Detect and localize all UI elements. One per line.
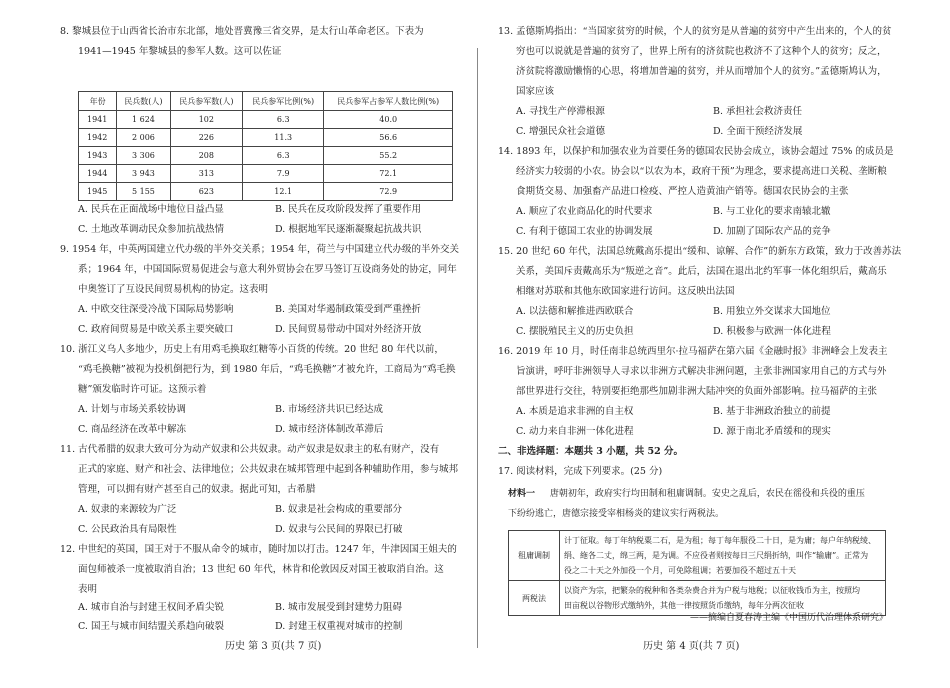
- q15-option-d: D. 积极参与欧洲一体化进程: [713, 326, 831, 337]
- material-source: ——摘编自夏春涛主编《中国历代治理体系研究》: [689, 613, 888, 623]
- tax-system-name: 两税法: [509, 581, 560, 616]
- q10-stem-line2: “鸡毛换糖”被视为投机倒把行为，到 1980 年后，“鸡毛换糖”才被允许，工商局为“鸡毛换: [78, 364, 456, 375]
- tax-system-desc: [560, 531, 886, 581]
- q10-stem-line3: 糖”颁发临时许可证。这预示着: [78, 384, 207, 395]
- q9-option-d: D. 民间贸易带动中国对外经济开放: [275, 324, 422, 335]
- cell: 3 943: [117, 165, 170, 183]
- q15-option-a: A. 以法德和解推进西欧联合: [516, 306, 634, 317]
- q10-option-b: B. 市场经济共识已经达成: [275, 404, 384, 415]
- cell: 208: [170, 147, 242, 165]
- cell: 6.3: [243, 147, 324, 165]
- q11-option-b: B. 奴隶是社会构成的重要部分: [275, 504, 403, 515]
- q9-option-b: B. 美国对华遏制政策受到严重挫折: [275, 304, 422, 315]
- q13-stem-line2: 穷也可以说就是普遍的贫穷了，世界上所有的济贫院也救济不了这种个人的贫穷；反之，: [516, 46, 887, 57]
- q12-option-a: A. 城市自治与封建王权间矛盾尖锐: [78, 602, 224, 613]
- table-row: [79, 165, 453, 183]
- cell: 1944: [79, 165, 117, 183]
- q14-stem-line1: 14. 1893 年，以保护和加强农业为首要任务的德国农民协会成立，该协会超过 75% 的成员是: [498, 146, 894, 157]
- q13-option-c: C. 增强民众社会道德: [516, 126, 605, 137]
- cell: 226: [170, 129, 242, 147]
- desc-line: 以资产为宗，把繁杂的税种和各类杂费合并为户税与地税；以征收钱币为主，按照均: [564, 586, 860, 595]
- page-footer-right: 历史 第 4 页(共 7 页): [643, 641, 740, 652]
- page-3-column: [60, 0, 460, 688]
- cell: 12.1: [243, 183, 324, 201]
- q11-option-c: C. 公民政治具有局限性: [78, 524, 177, 535]
- page-footer-left: 历史 第 3 页(共 7 页): [225, 641, 322, 652]
- q12-option-d: D. 封建王权重视对城市的控制: [275, 621, 403, 632]
- material-one: [508, 484, 865, 504]
- cell: 5 155: [117, 183, 170, 201]
- material-label: 材料一: [508, 489, 536, 499]
- q13-stem-line1: 13. 孟德斯鸠指出：“当国家贫穷的时候，个人的贫穷是从普遍的贫穷中产生出来的，个人的贫: [498, 26, 892, 37]
- q15-stem-line2: 关系，美国斥责戴高乐为“叛逆之音”。此后，法国在退出北约军事一体化组织后，戴高乐: [516, 266, 887, 277]
- q8-option-c: C. 土地改革调动民众参加抗战热情: [78, 224, 224, 235]
- cell: 3 306: [117, 147, 170, 165]
- cell: 72.1: [324, 165, 453, 183]
- table-row: [79, 183, 453, 201]
- q10-option-c: C. 商品经济在改革中解冻: [78, 424, 186, 435]
- q8-header-enlisted: 民兵参军数(人): [170, 92, 242, 111]
- q13-stem-line3: 济贫院将激励懒惰的心思，将增加普遍的贫穷，并从而增加个人的贫穷。”孟德斯鸠认为，: [516, 66, 887, 77]
- q13-stem-line4: 国家应该: [516, 86, 555, 97]
- table-row: [79, 111, 453, 129]
- page-4-column: [498, 0, 902, 688]
- desc-line: 计丁征取。每丁年纳税粟二石，是为租；每丁每年服役二十日，是为庸；每户年纳税绫、: [564, 536, 876, 545]
- desc-line: 役之二十天之外加役一个月，可免除租调；若要加役不超过五十天: [564, 566, 796, 575]
- q9-stem-line1: 9. 1954 年，中英两国建立代办级的半外交关系；1954 年，荷兰与中国建立代办级的半外交关: [60, 244, 459, 255]
- q11-option-a: A. 奴隶的来源较为广泛: [78, 504, 177, 515]
- q8-stem-line1: 8. 黎城县位于山西省长治市东北部，地处晋冀豫三省交界，是太行山革命老区。下表为: [60, 26, 424, 37]
- q8-table: [78, 91, 453, 201]
- q16-stem-line2: 旨演讲，呼吁非洲领导人寻求以非洲方式解决非洲问题，主张非洲国家用自己的方式与外: [516, 366, 887, 377]
- q8-header-ratio: 民兵参军比例(%): [243, 92, 324, 111]
- q8-header-share: 民兵参军占参军人数比例(%): [324, 92, 453, 111]
- table-row: [79, 147, 453, 165]
- q16-option-c: C. 动力来自非洲一体化进程: [516, 426, 634, 437]
- cell: 56.6: [324, 129, 453, 147]
- q14-option-b: B. 与工业化的要求南辕北辙: [713, 206, 831, 217]
- q8-stem-line2: 1941—1945 年黎城县的参军人数。这可以佐证: [78, 46, 282, 57]
- q17-stem: 17. 阅读材料，完成下列要求。(25 分): [498, 466, 663, 477]
- q12-stem-line2: 面包师被杀一度被取消自治；13 世纪 60 年代，林肯和伦敦因反对国王被取消自治。这: [78, 564, 444, 575]
- cell: 55.2: [324, 147, 453, 165]
- q8-header-militia: 民兵数(人): [117, 92, 170, 111]
- q13-option-a: A. 寻找生产停滞根源: [516, 106, 605, 117]
- q8-option-d: D. 根据地军民逐渐凝聚起抗战共识: [275, 224, 422, 235]
- q9-stem-line2: 系；1964 年，中国国际贸易促进会与意大利外贸协会在罗马签订互设商务处的协定，同年: [78, 264, 457, 275]
- q9-option-a: A. 中欧交往深受冷战下国际局势影响: [78, 304, 234, 315]
- q11-option-d: D. 奴隶与公民间的界限已打破: [275, 524, 403, 535]
- q10-option-a: A. 计划与市场关系较协调: [78, 404, 186, 415]
- cell: 2 006: [117, 129, 170, 147]
- cell: 313: [170, 165, 242, 183]
- q12-stem-line1: 12. 中世纪的英国，国王对于不服从命令的城市，随时加以打击。1247 年，牛津因国王姐夫的: [60, 544, 457, 555]
- q14-option-c: C. 有利于德国工农业的协调发展: [516, 226, 653, 237]
- cell: 1 624: [117, 111, 170, 129]
- cell: 7.9: [243, 165, 324, 183]
- q12-option-c: C. 国王与城市间结盟关系趋向破裂: [78, 621, 224, 632]
- q9-stem-line3: 中奥签订了互设民间贸易机构的协定。这表明: [78, 284, 269, 295]
- desc-line: 田亩税以谷物形式缴纳外，其他一律按照货币缴纳，每年分两次征收: [564, 601, 804, 610]
- q16-stem-line3: 部世界进行交往，特别要拒绝那些加剧非洲大陆冲突的负面外部影响。拉马福萨的主张: [516, 386, 878, 397]
- column-divider: [477, 48, 478, 648]
- q14-option-a: A. 顺应了农业商品化的时代要求: [516, 206, 653, 217]
- table-row: [79, 129, 453, 147]
- q16-stem-line1: 16. 2019 年 10 月，时任南非总统西里尔·拉马福萨在第六届《金融时报》非洲峰会上发表主: [498, 346, 888, 357]
- desc-line: 绢、絁各二丈，绵三两，是为调。不应役者则按每日三尺绢折纳，叫作“输庸”。正常为: [564, 551, 869, 560]
- q8-header-year: 年份: [79, 92, 117, 111]
- material-line2: 下纷纷逃亡，唐德宗接受宰相杨炎的建议实行两税法。: [508, 509, 725, 519]
- q16-option-a: A. 本质是追求非洲的自主权: [516, 406, 634, 417]
- q13-option-b: B. 承担社会救济责任: [713, 106, 803, 117]
- cell: 1943: [79, 147, 117, 165]
- cell: 11.3: [243, 129, 324, 147]
- q15-option-b: B. 用独立外交谋求大国地位: [713, 306, 831, 317]
- q12-stem-line3: 表明: [78, 584, 98, 595]
- cell: 1942: [79, 129, 117, 147]
- cell: 1945: [79, 183, 117, 201]
- q16-option-d: D. 源于南北矛盾缓和的现实: [713, 426, 831, 437]
- cell: 72.9: [324, 183, 453, 201]
- q15-option-c: C. 摆脱殖民主义的历史负担: [516, 326, 634, 337]
- q10-option-d: D. 城市经济体制改革滞后: [275, 424, 384, 435]
- q11-stem-line1: 11. 古代希腊的奴隶大致可分为动产奴隶和公共奴隶。动产奴隶是奴隶主的私有财产，没有: [60, 444, 440, 455]
- q11-stem-line3: 管理，可以拥有财产甚至自己的奴隶。据此可知，古希腊: [78, 484, 316, 495]
- tax-system-table: [508, 530, 886, 616]
- q14-stem-line2: 经济实力较弱的小农。协会以“以农为本，政府干预”为理念，要求提高进口关税、垄断粮: [516, 166, 887, 177]
- tax-system-name: 租庸调制: [509, 531, 560, 581]
- q16-option-b: B. 基于非洲政治独立的前提: [713, 406, 831, 417]
- cell: 6.3: [243, 111, 324, 129]
- q15-stem-line3: 相继对苏联和其他东欧国家进行访问。这反映出法国: [516, 286, 735, 297]
- q8-option-a: A. 民兵在正面战场中地位日益凸显: [78, 204, 224, 215]
- table-row: [509, 531, 886, 581]
- q8-table-header: [79, 92, 453, 111]
- material-line1: 唐朝初年，政府实行均田制和租庸调制。安史之乱后，农民在徭役和兵役的重压: [549, 489, 865, 499]
- q13-option-d: D. 全面干预经济发展: [713, 126, 803, 137]
- cell: 102: [170, 111, 242, 129]
- q11-stem-line2: 正式的家庭、财产和社会、法律地位；公共奴隶在城邦管理中起到各种辅助作用，参与城邦: [78, 464, 459, 475]
- q9-option-c: C. 政府间贸易是中欧关系主要突破口: [78, 324, 234, 335]
- q12-option-b: B. 城市发展受到封建势力阻碍: [275, 602, 403, 613]
- q14-option-d: D. 加剧了国际农产品的竞争: [713, 226, 831, 237]
- q8-option-b: B. 民兵在反攻阶段发挥了重要作用: [275, 204, 422, 215]
- cell: 40.0: [324, 111, 453, 129]
- cell: 623: [170, 183, 242, 201]
- q15-stem-line1: 15. 20 世纪 60 年代，法国总统戴高乐提出“缓和、谅解、合作”的新东方政策，致力于改善苏法: [498, 246, 902, 257]
- q10-stem-line1: 10. 浙江义乌人多地少，历史上有用鸡毛换取红糖等小百货的传统。20 世纪 80 年代以前，: [60, 344, 444, 355]
- section-heading: 二、非选择题：本题共 3 小题，共 52 分。: [498, 446, 684, 457]
- cell: 1941: [79, 111, 117, 129]
- q14-stem-line3: 食期货交易、加强畜产品进口检疫、严控人造黄油产销等。德国农民协会的主张: [516, 186, 849, 197]
